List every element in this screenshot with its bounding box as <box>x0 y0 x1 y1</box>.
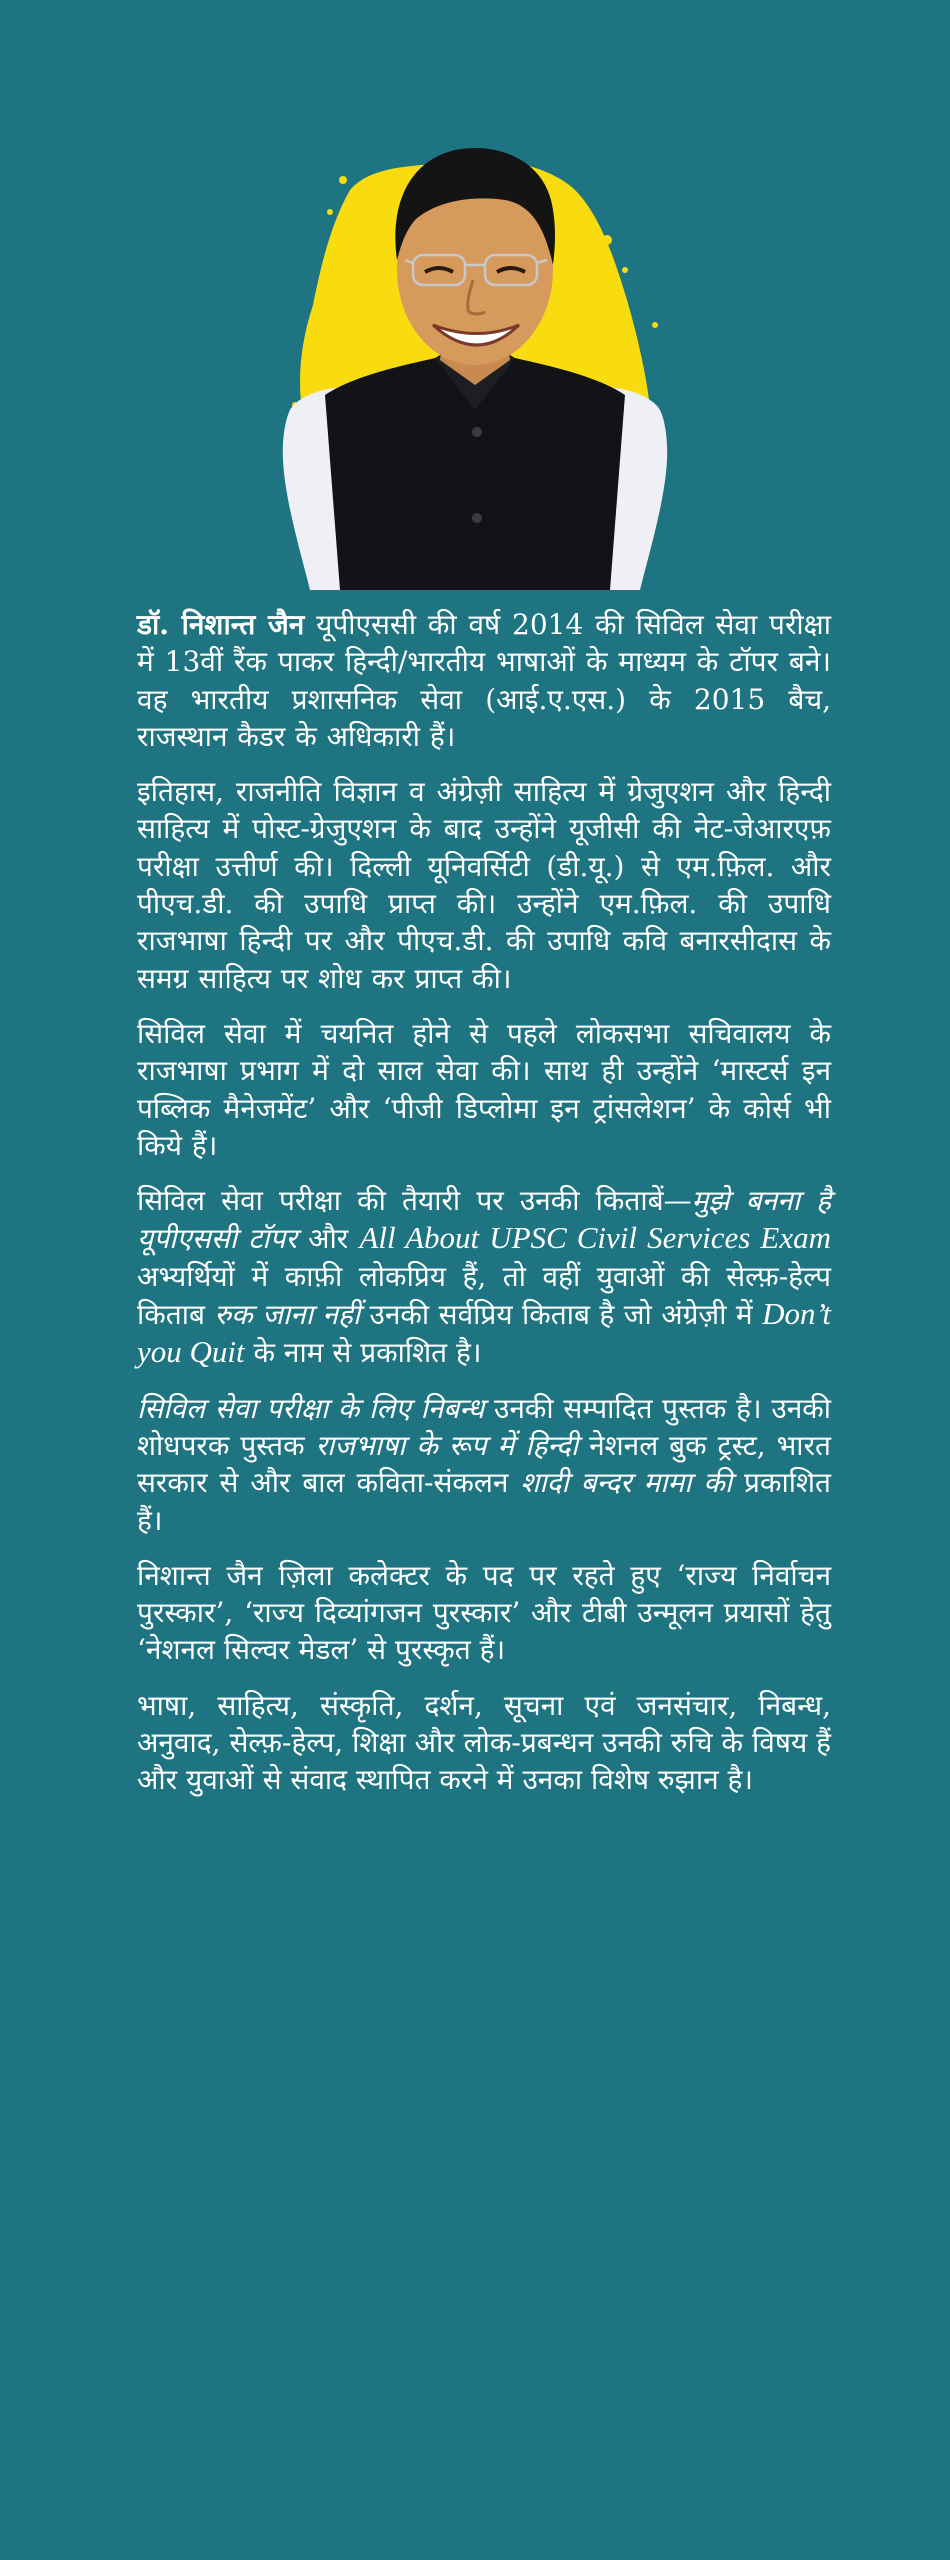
bio-text: और <box>296 1222 360 1256</box>
bio-paragraph-education <box>137 773 831 997</box>
bio-paragraph-awards <box>137 1557 831 1669</box>
book-title: राजभाषा के रूप में हिन्दी <box>315 1428 579 1462</box>
book-title: मुझे बनना है यूपीएससी टॉपर <box>137 1184 831 1256</box>
bio-text: उनकी सम्पादित पुस्तक है। उनकी शोधपरक पुस्तक <box>137 1391 831 1462</box>
book-title: शादी बन्दर मामा की <box>520 1466 733 1500</box>
author-name: डॉ. निशान्त जैन <box>137 608 305 641</box>
bio-paragraph-books <box>137 1182 831 1371</box>
bio-text: भाषा, साहित्य, संस्कृति, दर्शन, सूचना एवं जनसंचार, निबन्ध, अनुवाद, सेल्फ़-हेल्प, शिक्षा और लोक-प्रबन्धन उनकी रुचि के विषय हैं और युवाओं से संवाद स्थापित करने में उनका विशेष रुझान है। <box>137 1688 831 1797</box>
bio-paragraph-publications <box>137 1390 831 1539</box>
bio-text: सिविल सेवा परीक्षा की तैयारी पर उनकी किताबें— <box>137 1184 692 1218</box>
book-title: All About UPSC Civil Services Exam <box>359 1220 831 1256</box>
bio-text: सिविल सेवा में चयनित होने से पहले लोकसभा सचिवालय के राजभाषा प्रभाग में दो साल सेवा की। साथ ही उन्होंने ‘मास्टर्स इन पब्लिक मैनेजमेंट’ और ‘पीजी डिप्लोमा इन ट्रांसलेशन’ के कोर्स भी किये हैं। <box>137 1016 831 1162</box>
bio-text: प्रकाशित हैं। <box>137 1466 832 1537</box>
author-bio <box>137 606 831 1817</box>
bio-text: उनकी सर्वप्रिय किताब है जो अंग्रेज़ी में <box>360 1298 763 1332</box>
bio-text: नेशनल बुक ट्रस्ट, भारत सरकार से और बाल कविता-संकलन <box>137 1428 831 1500</box>
bio-paragraph-intro <box>137 606 831 755</box>
book-title: सिविल सेवा परीक्षा के लिए निबन्ध <box>137 1391 485 1425</box>
bio-text: निशान्त जैन ज़िला कलेक्टर के पद पर रहते हुए ‘राज्य निर्वाचन पुरस्कार’, ‘राज्य दिव्यांगजन पुरस्कार’ और टीबी उन्मूलन प्रयासों हेतु ‘नेशनल सिल्वर मेडल’ से पुरस्कृत हैं। <box>137 1558 831 1667</box>
bio-text: इतिहास, राजनीति विज्ञान व अंग्रेज़ी साहित्य में ग्रेजुएशन और हिन्दी साहित्य में पोस्ट-ग्रेजुएशन के बाद उन्होंने यूजीसी की नेट-जेआरएफ़ परीक्षा उत्तीर्ण की। दिल्ली यूनिवर्सिटी (डी.यू.) से एम.फ़िल. और पीएच.डी. की उपाधि प्राप्त की। उन्होंने एम.फ़िल. की उपाधि राजभाषा हिन्दी पर और पीएच.डी. की उपाधि कवि बनारसीदास के समग्र साहित्य पर शोध कर प्राप्त की। <box>137 775 831 995</box>
bio-text: के नाम से प्रकाशित है। <box>244 1336 482 1370</box>
bio-text: यूपीएससी की वर्ष 2014 की सिविल सेवा परीक्षा में 13वीं रैंक पाकर हिन्दी/भारतीय भाषाओं के माध्यम के टॉपर बने। वह भारतीय प्रशासनिक सेवा (आई.ए.एस.) के 2015 बैच, राजस्थान कैडर के अधिकारी हैं। <box>137 608 831 753</box>
bio-paragraph-interests <box>137 1687 831 1799</box>
bio-paragraph-career <box>137 1015 831 1164</box>
portrait-illustration <box>255 120 695 590</box>
book-title: रुक जाना नहीं <box>214 1298 361 1332</box>
author-portrait <box>255 120 695 590</box>
bio-text: अभ्यर्थियों में काफ़ी लोकप्रिय हैं, तो वहीं युवाओं की सेल्फ़-हेल्प किताब <box>137 1259 831 1332</box>
book-title: Don’t you Quit <box>137 1296 832 1370</box>
